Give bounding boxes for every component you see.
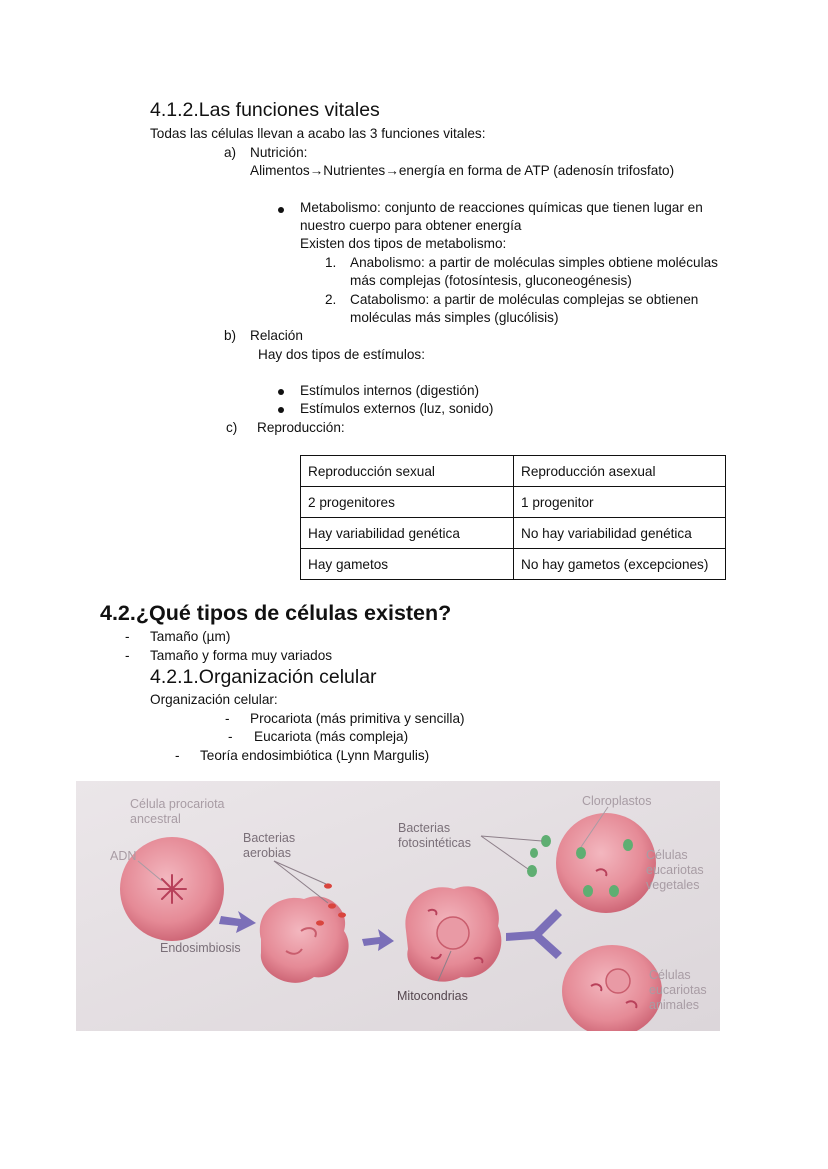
prokaryote-item: Procariota (más primitiva y sencilla) — [250, 711, 465, 726]
table-row — [301, 549, 726, 580]
intro-text: Todas las células llevan a acabo las 3 funciones vitales: — [150, 126, 486, 141]
metabolism-line-1: Metabolismo: conjunto de reacciones químicas que tienen lugar en — [300, 200, 703, 215]
metabolism-line-2: nuestro cuerpo para obtener energía — [300, 218, 522, 233]
bullet-dot — [278, 407, 284, 413]
label-animal-2: eucariotas — [649, 983, 707, 997]
table-cell: No hay gametos (excepciones) — [514, 549, 726, 580]
list-number-2: 2. — [325, 292, 337, 307]
stimulus-internal: Estímulos internos (digestión) — [300, 383, 480, 398]
label-ancestral-2: ancestral — [130, 812, 181, 826]
label-aerobic-2: aerobias — [243, 846, 291, 860]
label-plant-1: Células — [646, 848, 688, 862]
table-cell: 2 progenitores — [301, 487, 514, 518]
table-row — [301, 487, 726, 518]
nutrition-chain: Alimentos→Nutrientes→energía en forma de ATP (adenosín trifosfato) — [250, 163, 675, 178]
label-plant-3: vegetales — [646, 878, 700, 892]
label-endosymbiosis: Endosimbiosis — [160, 941, 241, 955]
label-animal-3: animales — [649, 998, 700, 1012]
label-animal-1: Células — [649, 968, 691, 982]
bullet-dot — [278, 207, 284, 213]
label-photosynthetic-1: Bacterias — [398, 821, 451, 835]
stimuli-intro: Hay dos tipos de estímulos: — [258, 347, 425, 362]
label-adn: ADN — [110, 849, 137, 863]
table-cell: 1 progenitor — [514, 487, 726, 518]
table-cell: No hay variabilidad genética — [514, 518, 726, 549]
list-marker-c: c) — [226, 420, 238, 435]
dash-marker: - — [125, 629, 130, 644]
label-ancestral-1: Célula procariota — [130, 797, 225, 811]
label-plant-2: eucariotas — [646, 863, 704, 877]
endosymbiosis-figure — [76, 781, 720, 1031]
endosymbiotic-theory: Teoría endosimbiótica (Lynn Margulis) — [200, 748, 430, 763]
section-title-cell-types: 4.2.¿Qué tipos de células existen? — [100, 601, 452, 625]
table-cell: Reproducción sexual — [301, 456, 514, 487]
table-row — [301, 456, 726, 487]
bullet-dot — [278, 389, 284, 395]
subsection-title-organization: 4.2.1.Organización celular — [150, 666, 377, 688]
anabolism-line-1: Anabolismo: a partir de moléculas simples obtiene moléculas — [350, 255, 718, 270]
nutrition-label: Nutrición: — [250, 145, 308, 160]
dash-marker: - — [125, 648, 130, 663]
list-marker-b: b) — [224, 328, 237, 343]
catabolism-line-2: moléculas más simples (glucólisis) — [350, 310, 559, 325]
dash-marker: - — [225, 711, 230, 726]
label-aerobic-1: Bacterias — [243, 831, 296, 845]
table-cell: Reproducción asexual — [514, 456, 726, 487]
plant-cell — [556, 813, 656, 913]
anabolism-line-2: más complejas (fotosíntesis, gluconeogénesis) — [350, 273, 632, 288]
reproduction-table — [300, 455, 726, 580]
engulfing-cell — [260, 896, 349, 982]
eukaryote-item: Eucariota (más compleja) — [254, 729, 409, 744]
section-title-functions: 4.1.2.Las funciones vitales — [150, 99, 380, 121]
shape-bullet: Tamaño y forma muy variados — [150, 648, 333, 663]
table-row — [301, 518, 726, 549]
table-cell: Hay gametos — [301, 549, 514, 580]
label-photosynthetic-2: fotosintéticas — [398, 836, 471, 850]
reproduction-label: Reproducción: — [257, 420, 345, 435]
relation-label: Relación — [250, 328, 303, 343]
dash-marker: - — [228, 729, 233, 744]
dash-marker: - — [175, 748, 180, 763]
metabolism-types-intro: Existen dos tipos de metabolismo: — [300, 236, 507, 251]
stimulus-external: Estímulos externos (luz, sonido) — [300, 401, 494, 416]
mitochondria-cell — [405, 886, 501, 981]
organization-intro: Organización celular: — [150, 692, 278, 707]
size-bullet: Tamaño (µm) — [150, 629, 231, 644]
list-marker-a: a) — [224, 145, 237, 160]
label-mitochondria: Mitocondrias — [397, 989, 468, 1003]
catabolism-line-1: Catabolismo: a partir de moléculas complejas se obtienen — [350, 292, 699, 307]
list-number-1: 1. — [325, 255, 337, 270]
label-chloroplasts: Cloroplastos — [582, 794, 652, 808]
table-cell: Hay variabilidad genética — [301, 518, 514, 549]
